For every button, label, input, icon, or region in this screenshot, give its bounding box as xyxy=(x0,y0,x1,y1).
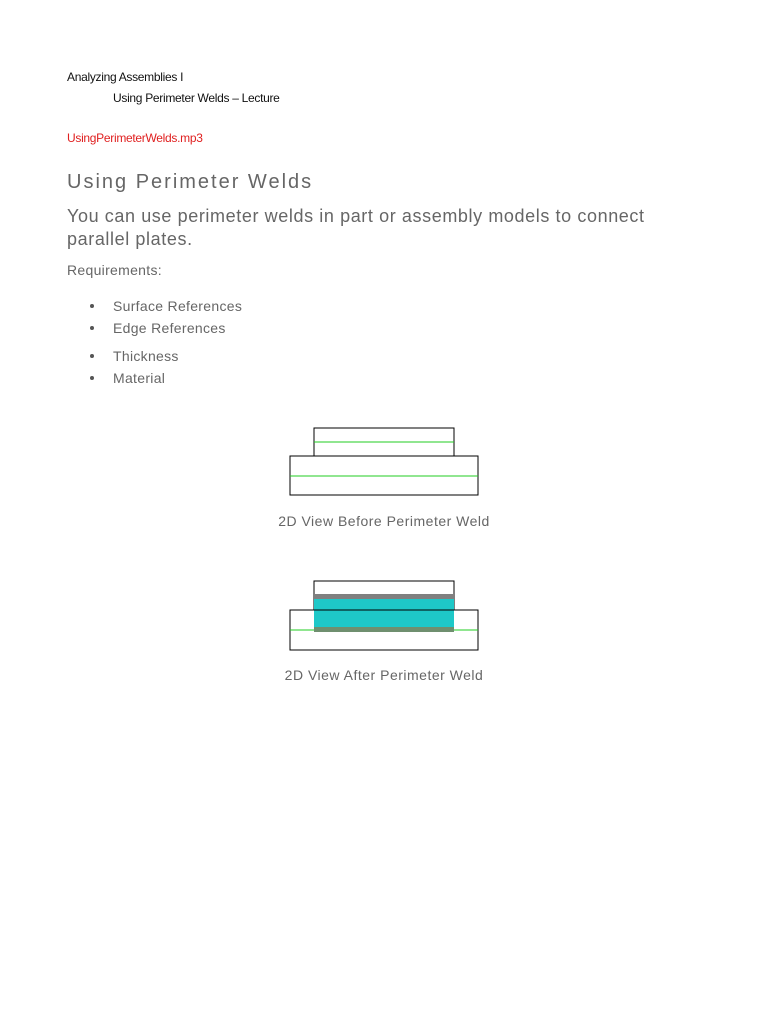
audio-file-link[interactable]: UsingPerimeterWelds.mp3 xyxy=(67,131,203,145)
bullet-icon xyxy=(90,304,94,308)
section-intro: You can use perimeter welds in part or assembly models to connect parallel plates. xyxy=(67,206,645,249)
after-weld-diagram xyxy=(0,574,768,654)
lesson-title: Using Perimeter Welds – Lecture xyxy=(113,91,280,105)
requirements-label: Requirements: xyxy=(67,262,162,278)
list-item-label: Thickness xyxy=(113,348,179,364)
section-title: Using Perimeter Welds xyxy=(67,171,314,193)
list-item xyxy=(88,347,242,369)
weld-bottom-band xyxy=(314,627,454,632)
bullet-icon xyxy=(90,376,94,380)
requirements-list xyxy=(88,297,242,391)
before-weld-caption: 2D View Before Perimeter Weld xyxy=(278,513,490,529)
list-item xyxy=(88,297,242,319)
before-weld-diagram xyxy=(0,420,768,500)
list-item-label: Material xyxy=(113,370,166,386)
weld-fill xyxy=(314,599,454,627)
list-item-label: Surface References xyxy=(113,298,243,314)
list-item xyxy=(88,369,242,391)
course-title: Analyzing Assemblies I xyxy=(67,70,184,84)
bullet-icon xyxy=(90,354,94,358)
list-item xyxy=(88,319,242,341)
bullet-icon xyxy=(90,326,94,330)
after-weld-caption: 2D View After Perimeter Weld xyxy=(284,667,484,683)
weld-top-band xyxy=(314,594,454,599)
list-item-label: Edge References xyxy=(113,320,226,336)
